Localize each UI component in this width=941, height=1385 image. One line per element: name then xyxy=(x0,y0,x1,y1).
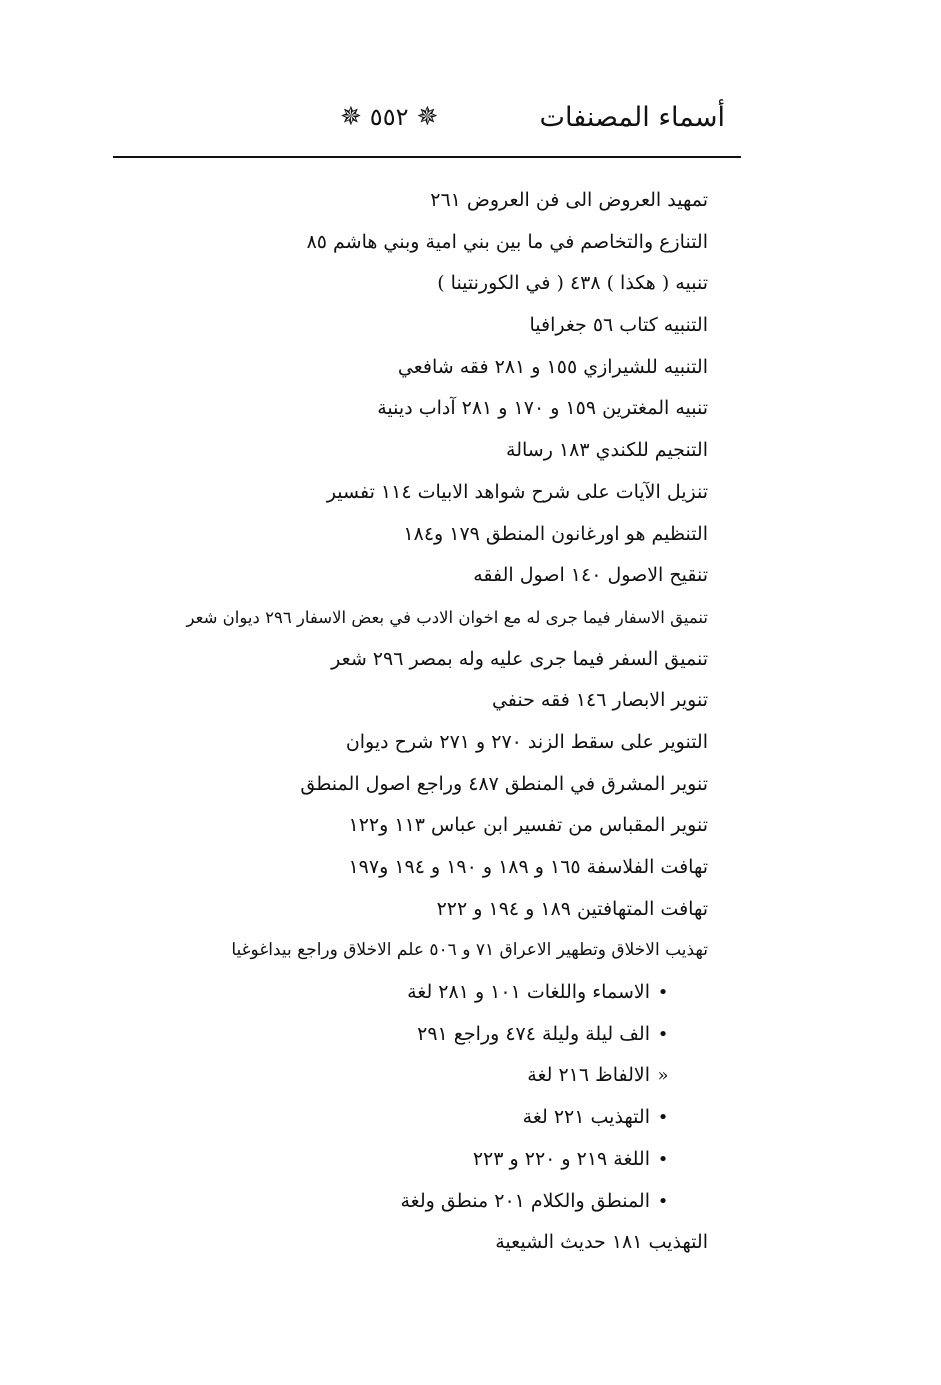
index-entry: التنبيه كتاب ٥٦ جغرافيا xyxy=(529,314,708,337)
index-entry: تنوير المقباس من تفسير ابن عباس ١١٣ و١٢٢ xyxy=(348,814,708,837)
ornament-star-icon: ✵ xyxy=(416,102,439,132)
ditto-mark: • xyxy=(657,1023,669,1045)
index-entry: تنقيح الاصول ١٤٠ اصول الفقه xyxy=(473,564,708,587)
sub-entry-text: المنطق والكلام ٢٠١ منطق ولغة xyxy=(400,1189,650,1212)
sub-entry xyxy=(108,972,708,1014)
index-entry: تمهيد العروض الى فن العروض ٢٦١ xyxy=(430,189,708,211)
index-entry: تنميق الاسفار فيما جرى له مع اخوان الادب في بعض الاسفار ٢٩٦ ديوان شعر xyxy=(186,607,708,627)
index-entry: التنظيم هو اورغانون المنطق ١٧٩ و١٨٤ xyxy=(403,522,708,545)
ditto-mark: • xyxy=(657,1107,669,1129)
running-title: أسماء المصنفات xyxy=(539,101,725,133)
index-entry: تنوير المشرق في المنطق ٤٨٧ وراجع اصول المنطق xyxy=(300,772,708,795)
sub-entry-text: اللغة ٢١٩ و ٢٢٠ و ٢٢٣ xyxy=(472,1147,650,1170)
ornament-star-icon: ✵ xyxy=(340,102,362,132)
index-entry: تنميق السفر فيما جرى عليه وله بمصر ٢٩٦ شعر xyxy=(331,647,708,670)
sub-entry xyxy=(108,1139,708,1181)
index-entry: التهذيب ١٨١ حديث الشيعية xyxy=(495,1231,708,1254)
sub-entry-text: الاسماء واللغات ١٠١ و ٢٨١ لغة xyxy=(407,981,650,1004)
sub-entry-text: الف ليلة وليلة ٤٧٤ وراجع ٢٩١ xyxy=(417,1022,650,1045)
index-entry: تنبيه المغترين ١٥٩ و ١٧٠ و ٢٨١ آداب دينية xyxy=(377,397,708,420)
sub-entry xyxy=(108,1055,708,1097)
index-entry: تهذيب الاخلاق وتطهير الاعراق ٧١ و ٥٠٦ علم الاخلاق وراجع بيداغوغيا xyxy=(231,940,708,961)
page-header xyxy=(340,92,725,142)
sub-entry-text: التهذيب ٢٢١ لغة xyxy=(522,1106,650,1129)
ditto-mark: • xyxy=(657,1190,669,1212)
index-entry: التنازع والتخاصم في ما بين بني امية وبني هاشم ٨٥ xyxy=(306,230,708,253)
ditto-mark: « xyxy=(657,1065,669,1087)
ditto-mark: • xyxy=(657,1148,669,1170)
index-entry: تهافت المتهافتين ١٨٩ و ١٩٤ و ٢٢٢ xyxy=(436,897,708,920)
index-entry: تهافت الفلاسفة ١٦٥ و ١٨٩ و ١٩٠ و ١٩٤ و١٩٧ xyxy=(348,856,708,878)
sub-entry xyxy=(108,1097,708,1139)
index-entry: التنجيم للكندي ١٨٣ رسالة xyxy=(506,439,708,462)
header-rule xyxy=(113,156,741,158)
index-entries xyxy=(108,180,708,1264)
index-entry: التنبيه للشيرازي ١٥٥ و ٢٨١ فقه شافعي xyxy=(397,355,708,378)
index-entry: التنوير على سقط الزند ٢٧٠ و ٢٧١ شرح ديوان xyxy=(345,730,708,753)
folio xyxy=(340,103,438,131)
sub-entry xyxy=(108,1181,708,1223)
index-entry: تنبيه ( هكذا ) ٤٣٨ ( في الكورنتينا ) xyxy=(437,272,708,295)
ditto-mark: • xyxy=(657,982,669,1004)
sub-entry-text: الالفاظ ٢١٦ لغة xyxy=(527,1064,650,1087)
index-entry: تنوير الابصار ١٤٦ فقه حنفي xyxy=(491,689,708,712)
page-number: ٥٥٢ xyxy=(369,103,409,131)
sub-entry xyxy=(108,1014,708,1056)
index-entry: تنزيل الآيات على شرح شواهد الابيات ١١٤ تفسير xyxy=(326,480,708,503)
